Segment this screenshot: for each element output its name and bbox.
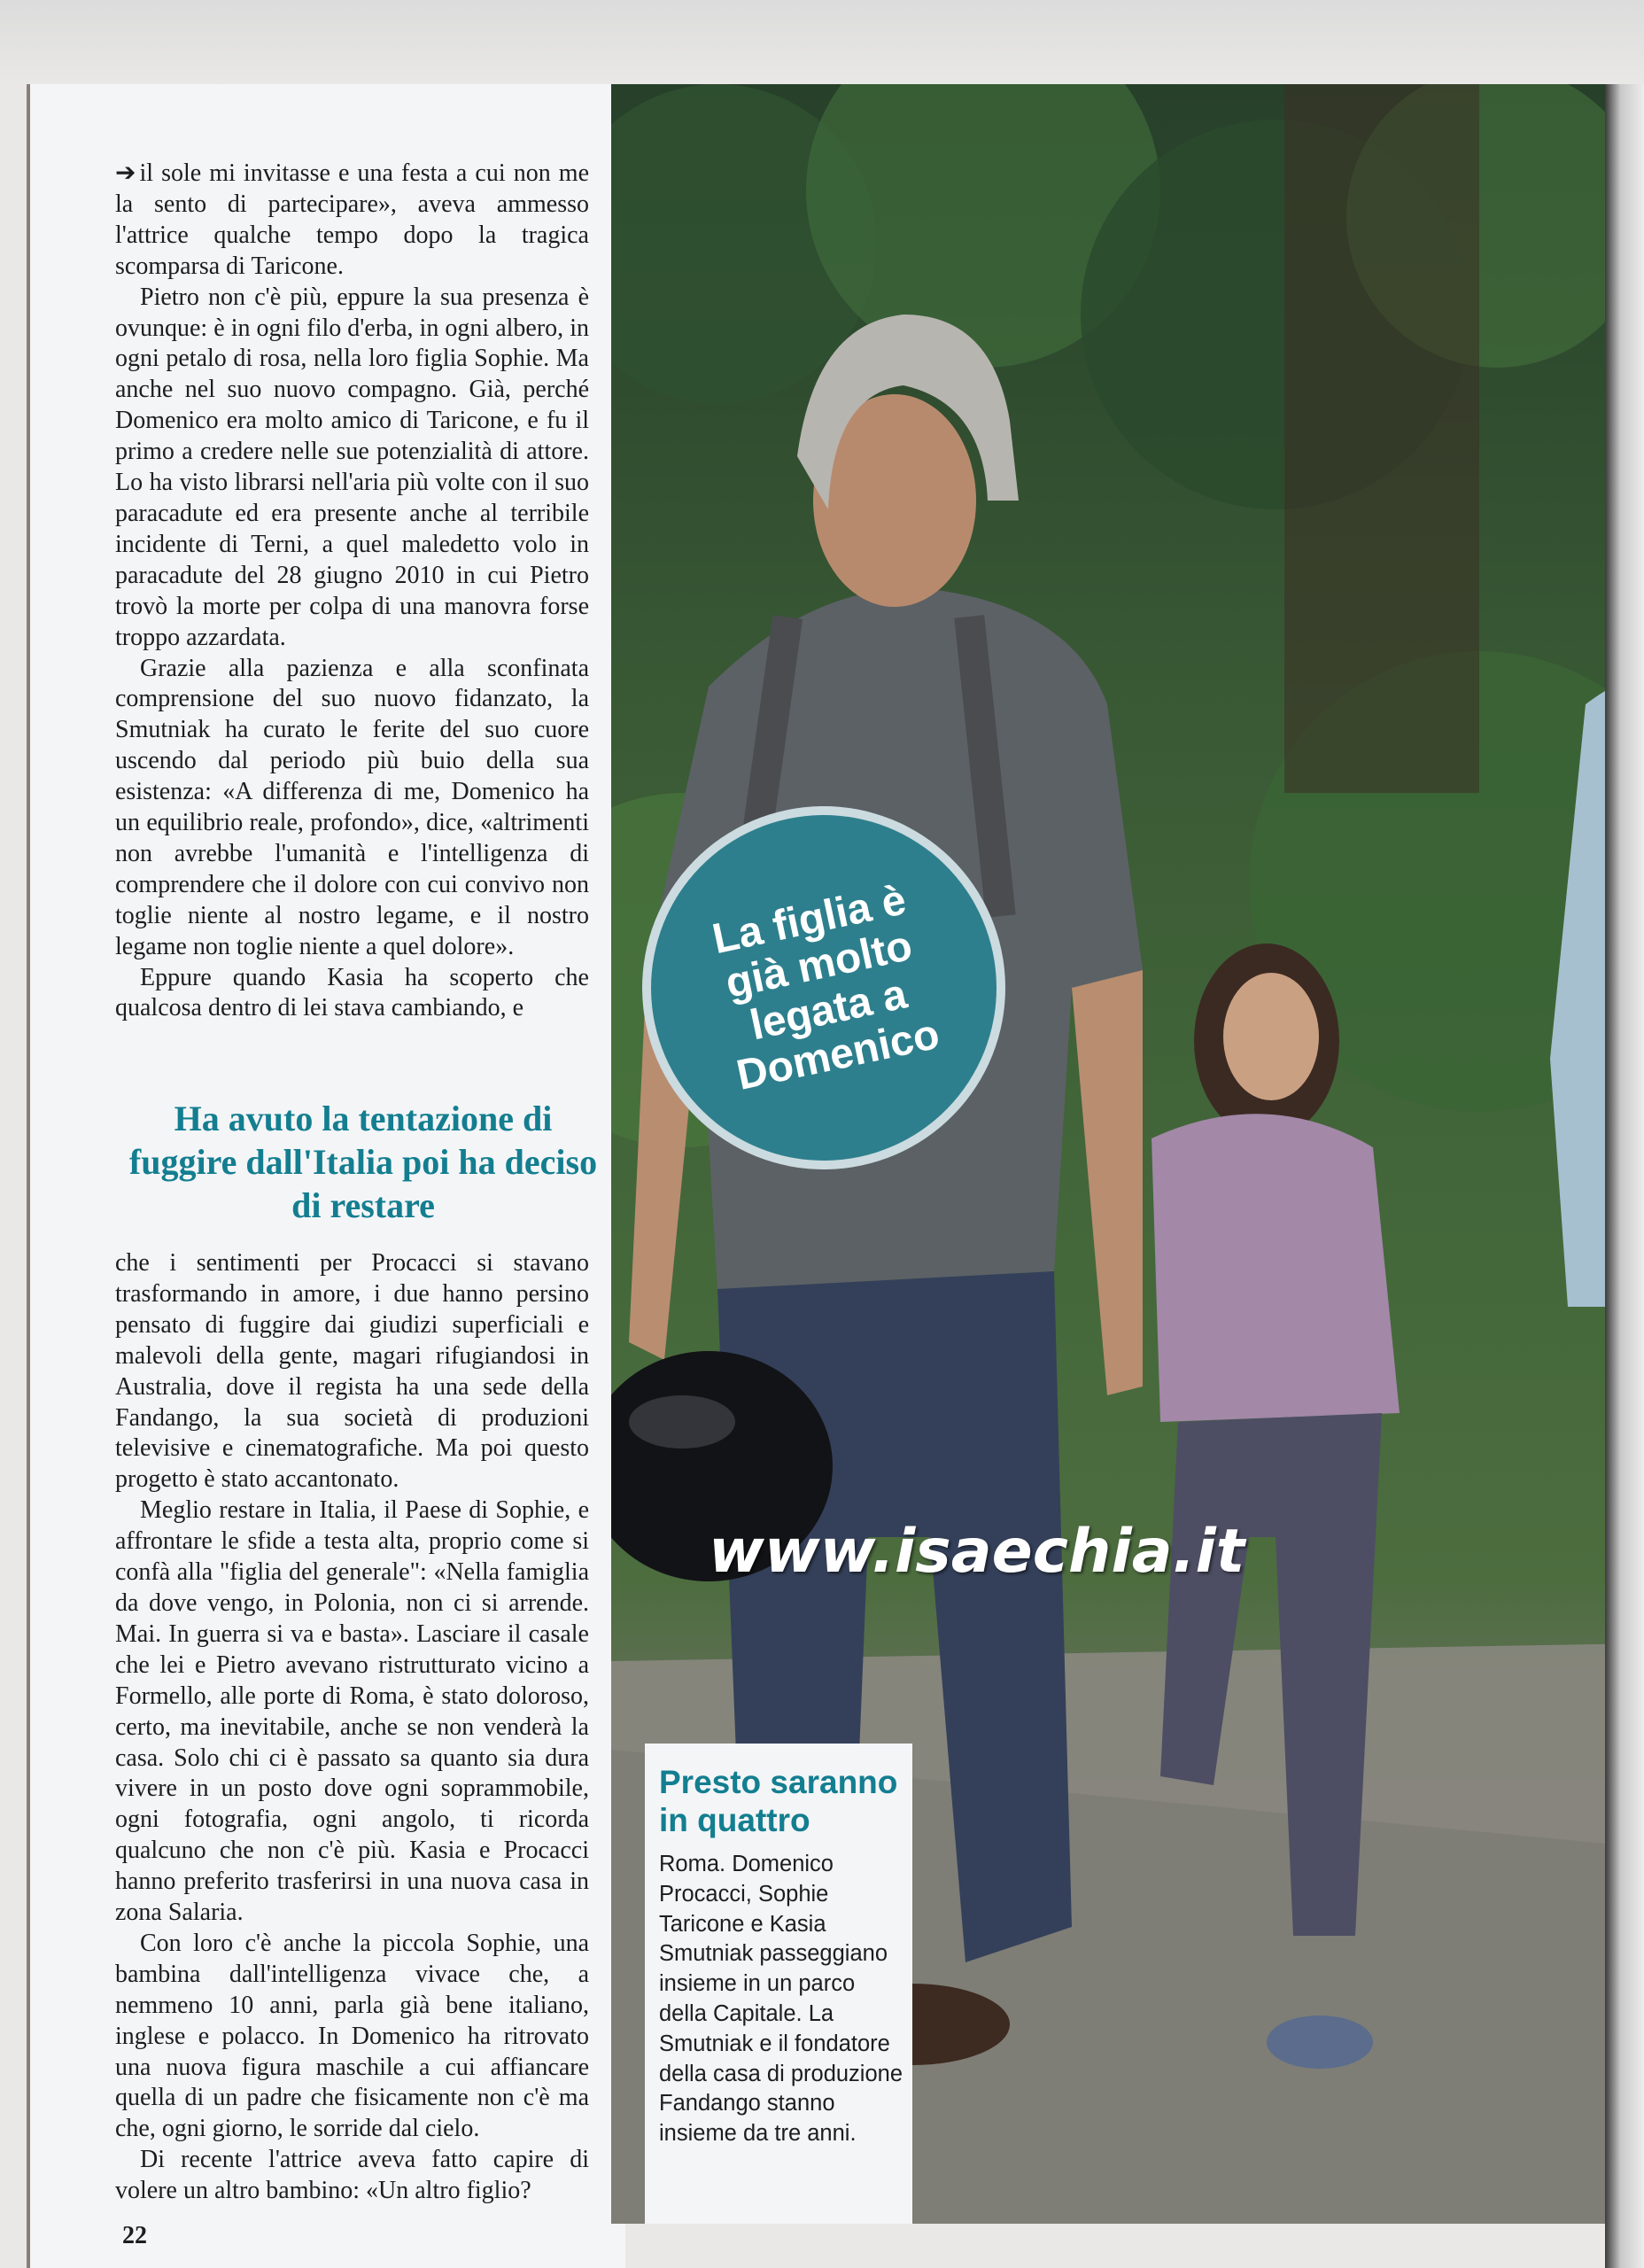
article-text-bottom — [115, 1248, 589, 2207]
caption-box — [645, 1744, 912, 2224]
paragraph: Meglio restare in Italia, il Paese di Sophie, e affrontare le sfide a testa alta, proprio come si confà alla "figlia del generale": «Nella famiglia da dove vengo, in Polonia, non ci si arrende. Mai. In guerra si va e basta». Lasciare il casale che lei e Pietro avevano ristrutturato vicino a Formello, alle porte di Roma, è stato doloroso, certo, ma inevitabile, anche se non venderà la casa. Solo chi ci è passato sa quanto sia dura vivere in un posto dove ogni soprammobile, ogni fotografia, ogni angolo, ti ricorda qualcuno che non c'è più. Kasia e Procacci hanno preferito trasferirsi in una nuova casa in zona Salaria. — [115, 1496, 589, 1927]
paragraph: ➔ il sole mi invitasse e una festa a cui non me la sento di partecipare», aveva ammesso l'attrice qualche tempo dopo la tragica scomparsa di Taricone. — [115, 158, 589, 280]
paragraph: Eppure quando Kasia ha scoperto che qualcosa dentro di lei stava cambiando, e — [115, 963, 589, 1022]
article-subheading: Ha avuto la tentazione di fuggire dall'Italia poi ha deciso di restare — [128, 1099, 598, 1225]
badge-text: La figlia è già molto legata a Domenico — [708, 876, 944, 1099]
caption-title: Presto saranno in quattro — [659, 1764, 898, 1838]
arrow-icon: ➔ — [115, 158, 136, 187]
paragraph: Grazie alla pazienza e alla sconfinata comprensione del suo nuovo fidanzato, la Smutniak ha curato le ferite del suo cuore uscendo dal periodo più buio della sua esistenza: «A differenza di me, Domenico ha un equilibrio reale, profondo», dice, «altrimenti non avrebbe l'umanità e l'intelligenza di comprendere che il dolore con cui convivo non toglie niente al nostro legame, e il nostro legame non toglie niente a quel dolore». — [115, 654, 589, 960]
paragraph: Con loro c'è anche la piccola Sophie, una bambina dall'intelligenza vivace che, a nemmeno 10 anni, parla già bene italiano, inglese e polacco. In Domenico ha ritrovato una nuova figura maschile a cui affiancare quella di un padre che fisicamente non c'è ma che, ogni giorno, le sorride dal cielo. — [115, 1929, 589, 2143]
watermark: www.isaechia.it — [709, 1517, 1245, 1587]
scan-top-edge — [0, 0, 1644, 84]
paragraph: che i sentimenti per Procacci si stavano trasformando in amore, i due hanno persino pensato di fuggire dai giudizi superficiali e malevoli della gente, magari rifugiandosi in Australia, dove il regista ha una sede della Fandango, la sua società di produzioni televisive e cinematografiche. Ma poi questo progetto è stato accantonato. — [115, 1249, 589, 1494]
caption-text: Roma. Domenico Procacci, Sophie Taricone e Kasia Smutniak passeggiano insieme in un parco della Capitale. La Smutniak e il fondatore della casa di produzione Fandango stanno insieme da tre anni. — [659, 1852, 903, 2147]
page-number: 22 — [122, 2222, 147, 2249]
page-gutter — [1605, 84, 1644, 2268]
article-text-top — [115, 158, 589, 1024]
paragraph: Pietro non c'è più, eppure la sua presenza è ovunque: è in ogni filo d'erba, in ogni albero, in ogni petalo di rosa, nella loro figlia Sophie. Ma anche nel suo nuovo compagno. Già, perché Domenico era molto amico di Taricone, e fu il primo a credere nelle sue potenzialità di attore. Lo ha visto librarsi nell'aria più volte con il suo paracadute ed era presente anche al terribile incidente di Terni, a quel maledetto volo in paracadute del 28 giugno 2010 in cui Pietro trovò la morte per colpa di una manovra forse troppo azzardata. — [115, 283, 589, 651]
paragraph: Di recente l'attrice aveva fatto capire di volere un altro bambino: «Un altro figlio? — [115, 2146, 589, 2205]
